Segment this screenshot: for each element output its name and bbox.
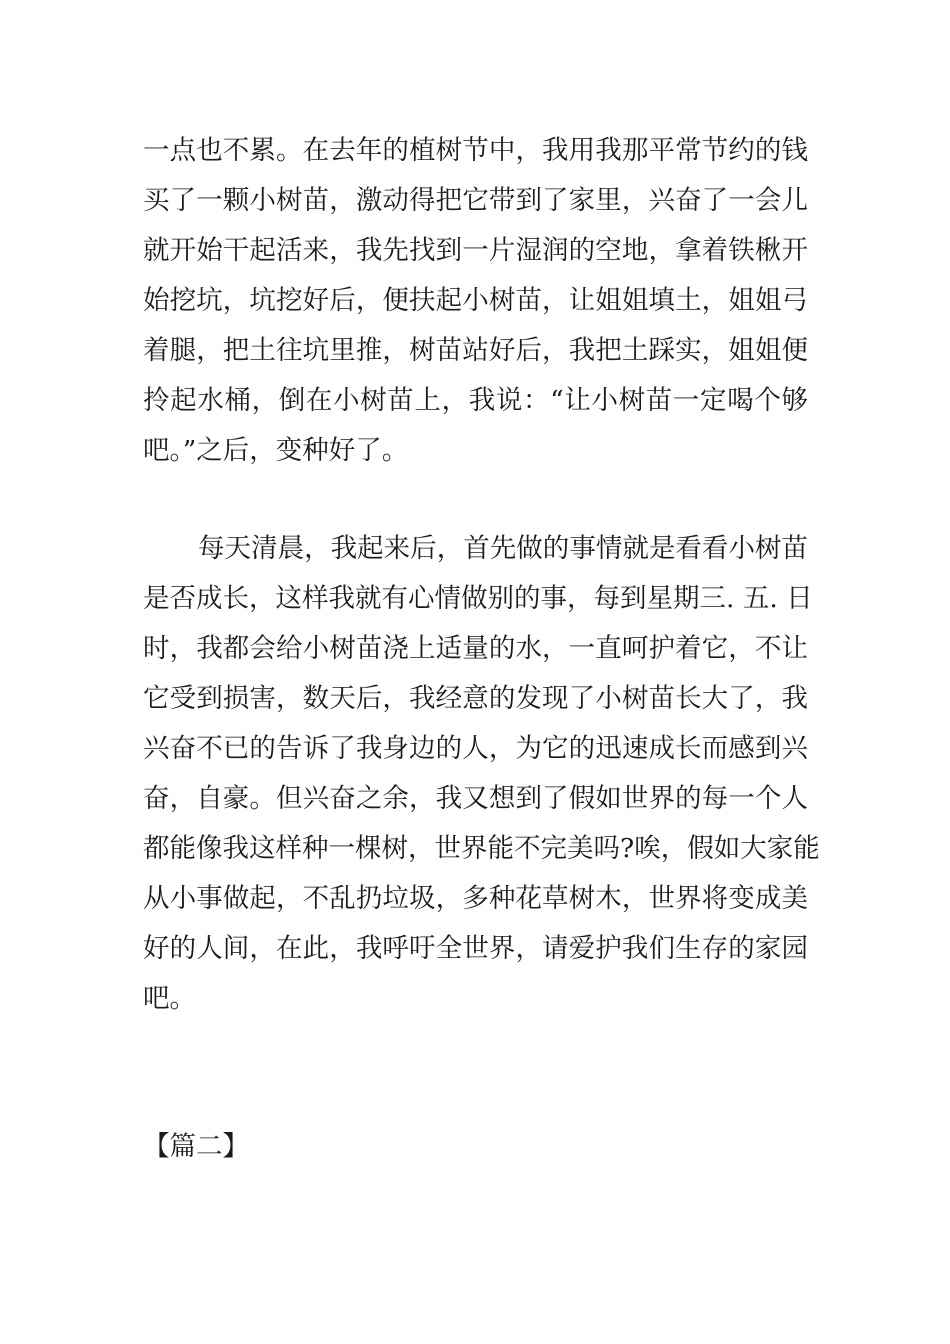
paragraph-1-line: 始挖坑，坑挖好后，便扶起小树苗，让姐姐填土，姐姐弓 [143,285,808,316]
paragraph-2-line: 时，我都会给小树苗浇上适量的水，一直呵护着它，不让 [143,633,808,664]
paragraph-1-line: 买了一颗小树苗，激动得把它带到了家里，兴奋了一会儿 [143,185,808,216]
paragraph-2-line: 它受到损害，数天后，我经意的发现了小树苗长大了，我 [143,683,808,714]
paragraph-2-line: 吧。 [143,983,196,1014]
paragraph-2-line: 兴奋不已的告诉了我身边的人，为它的迅速成长而感到兴 [143,733,808,764]
paragraph-2-line: 好的人间，在此，我呼吁全世界，请爱护我们生存的家园 [143,933,808,964]
paragraph-2-line: 是否成长，这样我就有心情做别的事，每到星期三. 五. 日 [143,583,813,614]
paragraph-1-line: 拎起水桶，倒在小树苗上，我说：“让小树苗一定喝个够 [143,385,808,416]
section-heading: 【篇二】 [143,1131,249,1162]
paragraph-1-line: 吧。”之后，变种好了。 [143,435,409,466]
paragraph-1-line: 着腿，把土往坑里推，树苗站好后，我把土踩实，姐姐便 [143,335,808,366]
paragraph-2 [143,524,820,1024]
paragraph-1-line: 一点也不累。在去年的植树节中，我用我那平常节约的钱 [143,135,808,166]
paragraph-1 [143,126,808,476]
paragraph-1-line: 就开始干起活来，我先找到一片湿润的空地，拿着铁楸开 [143,235,808,266]
paragraph-2-line: 从小事做起，不乱扔垃圾，多种花草树木，世界将变成美 [143,883,808,914]
paragraph-2-line: 奋，自豪。但兴奋之余，我又想到了假如世界的每一个人 [143,783,808,814]
paragraph-2-line: 每天清晨，我起来后，首先做的事情就是看看小树苗 [198,533,808,564]
paragraph-2-line: 都能像我这样种一棵树，世界能不完美吗?唉，假如大家能 [143,833,820,864]
